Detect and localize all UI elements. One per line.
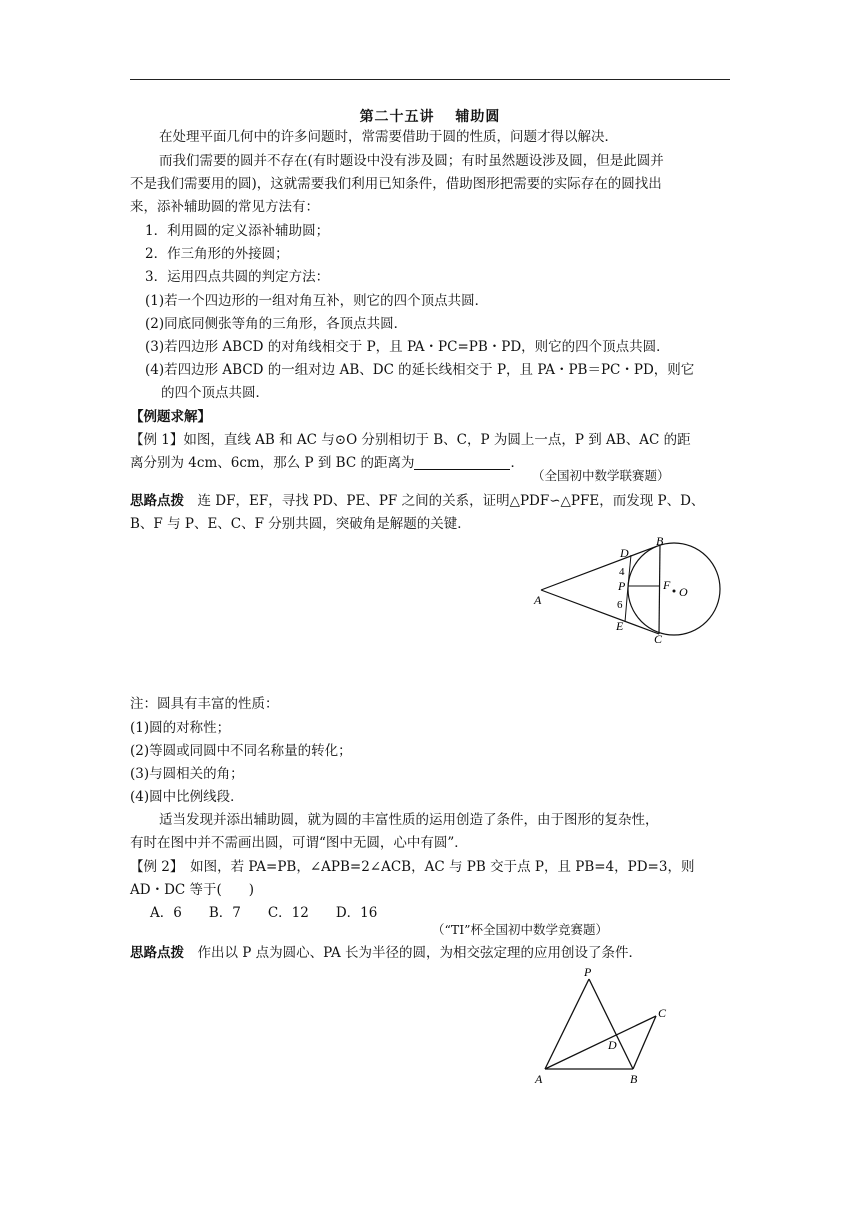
intro-paragraph-2-line-3: 来，添补辅助圆的常见方法有： <box>130 199 319 215</box>
example-2-line-1: 【例 2】 如图，若 PA=PB，∠APB=2∠ACB，AC 与 PB 交于点 P，且 PB=4，PD=3，则 <box>130 859 695 875</box>
section-heading: 【例题求解】 <box>130 409 211 425</box>
criterion-item-continued: 的四个顶点共圆． <box>161 385 269 401</box>
criterion-item: (2)同底同侧张等角的三角形，各顶点共圆． <box>145 316 408 332</box>
label-D: D <box>608 1038 617 1052</box>
note-item: (2)等圆或同圆中不同名称量的转化； <box>130 743 352 759</box>
label-F: F <box>663 578 671 592</box>
label-C: C <box>654 632 663 646</box>
label-A: A <box>534 593 542 607</box>
intro-paragraph-2-line-1: 而我们需要的圆并不存在(有时题设中没有涉及圆；有时虽然题设涉及圆，但是此圆并 <box>159 153 664 169</box>
method-item: 1．利用圆的定义添补辅助圆； <box>145 223 330 239</box>
note-item: (1)圆的对称性； <box>130 720 231 736</box>
label-E: E <box>616 619 624 633</box>
label-A: A <box>535 1072 543 1086</box>
header-rule <box>130 79 730 80</box>
label-B: B <box>656 534 664 548</box>
hint-label: 思路点拨 <box>130 493 184 509</box>
answer-blank[interactable] <box>414 455 510 470</box>
example-1-source: （全国初中数学联赛题） <box>532 468 670 483</box>
label-C: C <box>658 1006 667 1020</box>
label-P: P <box>584 965 592 979</box>
method-item: 3．运用四点共圆的判定方法： <box>145 269 330 285</box>
note-paragraph-line-1: 适当发现并添出辅助圆，就为圆的丰富性质的运用创造了条件，由于图形的复杂性， <box>159 812 659 828</box>
note-item: (4)圆中比例线段． <box>130 789 244 805</box>
label-B: B <box>630 1072 638 1086</box>
label-4: 4 <box>619 566 625 578</box>
example-1-hint-line-2: B、F 与 P、E、C、F 分别共圆，突破角是解题的关键． <box>130 516 471 532</box>
intro-paragraph-1: 在处理平面几何中的许多问题时，常需要借助于圆的性质，问题才得以解决． <box>159 129 618 145</box>
criterion-item: (3)若四边形 ABCD 的对角线相交于 P，且 PA・PC=PB・PD，则它的四个顶点共圆． <box>145 339 670 355</box>
label-O: O <box>679 585 688 599</box>
label-D: D <box>620 546 629 560</box>
method-item: 2．作三角形的外接圆； <box>145 246 289 262</box>
page-title: 第二十五讲 辅助圆 <box>359 109 501 125</box>
example-2-hint: 思路点拨 作出以 P 点为圆心、PA 长为半径的圆，为相交弦定理的应用创设了条件． <box>130 945 643 961</box>
note-heading: 注：圆具有丰富的性质： <box>130 696 279 712</box>
example-2-line-2: AD・DC 等于( ) <box>130 882 255 898</box>
example-2-options: A．6 B．7 C．12 D．16 <box>150 905 378 921</box>
label-6: 6 <box>617 599 623 611</box>
example-2-source: （“TI”杯全国初中数学竞赛题） <box>432 922 609 937</box>
label-P: P <box>618 579 626 593</box>
figure-2-triangle <box>530 960 680 1090</box>
example-1-line-1: 【例 1】如图，直线 AB 和 AC 与⊙O 分别相切于 B、C，P 为圆上一点，P 到 AB、AC 的距 <box>130 432 691 448</box>
example-1-hint-line-1: 思路点拨 连 DF，EF，寻找 PD、PE、PF 之间的关系，证明△PDF∽△PFE，而发现 P、D、 <box>130 493 705 509</box>
note-paragraph-line-2: 有时在图中并不需画出圆，可谓“图中无圆，心中有圆”． <box>130 835 468 851</box>
example-1-line-2: 离分别为 4cm、6cm，那么 P 到 BC 的距离为 ． <box>130 455 524 471</box>
hint-label: 思路点拨 <box>130 945 184 961</box>
note-item: (3)与圆相关的角； <box>130 766 244 782</box>
criterion-item: (4)若四边形 ABCD 的一组对边 AB、DC 的延长线相交于 P，且 PA・PB＝PC・PD，则它 <box>145 362 695 378</box>
intro-paragraph-2-line-2: 不是我们需要用的圆)，这就需要我们利用已知条件，借助图形把需要的实际存在的圆找出 <box>130 176 662 192</box>
figure-1-tangent-circle <box>525 533 730 648</box>
criterion-item: (1)若一个四边形的一组对角互补，则它的四个顶点共圆． <box>145 293 489 309</box>
